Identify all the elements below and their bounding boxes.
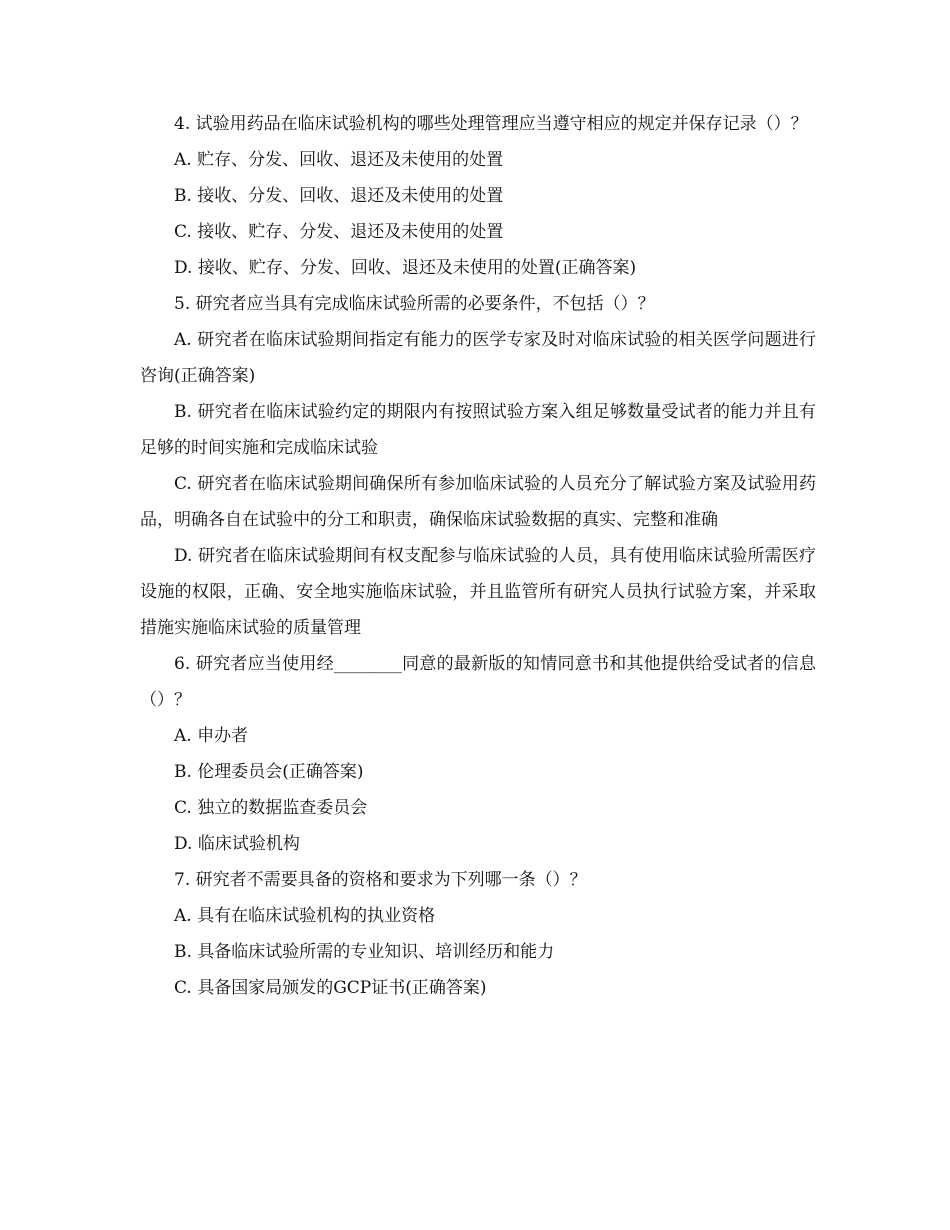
question-7-option-c: C. 具备国家局颁发的GCP证书(正确答案) [174, 978, 487, 998]
question-5-option-b: B. 研究者在临床试验约定的期限内有按照试验方案入组足够数量受试者的能力并且有足够的时间实施和完成临床试验 [140, 402, 816, 458]
question-5-stem: 5. 研究者应当具有完成临床试验所需的必要条件，不包括（）？ [174, 294, 655, 314]
question-5-option-d: D. 研究者在临床试验期间有权支配参与临床试验的人员，具有使用临床试验所需医疗设施的权限，正确、安全地实施临床试验，并且监管所有研究人员执行试验方案，并采取措施实施临床试验的质量管理 [140, 546, 816, 638]
question-6-option-d: D. 临床试验机构 [174, 834, 300, 854]
question-4-option-d: D. 接收、贮存、分发、回收、退还及未使用的处置(正确答案) [174, 258, 637, 278]
question-6-stem: 6. 研究者应当使用经________同意的最新版的知情同意书和其他提供给受试者的信息（）？ [140, 654, 816, 710]
question-4-stem: 4. 试验用药品在临床试验机构的哪些处理管理应当遵守相应的规定并保存记录（）？ [174, 114, 808, 134]
question-7-option-a: A. 具有在临床试验机构的执业资格 [174, 906, 436, 926]
question-5-option-a: A. 研究者在临床试验期间指定有能力的医学专家及时对临床试验的相关医学问题进行咨询(正确答案) [140, 330, 816, 386]
question-4-option-a: A. 贮存、分发、回收、退还及未使用的处置 [174, 150, 504, 170]
question-5-option-c: C. 研究者在临床试验期间确保所有参加临床试验的人员充分了解试验方案及试验用药品，明确各自在试验中的分工和职责，确保临床试验数据的真实、完整和准确 [140, 474, 816, 530]
question-7-option-b: B. 具备临床试验所需的专业知识、培训经历和能力 [174, 942, 555, 962]
question-6-option-a: A. 申办者 [174, 726, 249, 746]
question-4-option-c: C. 接收、贮存、分发、退还及未使用的处置 [174, 222, 504, 242]
question-6-option-b: B. 伦理委员会(正确答案) [174, 762, 364, 782]
question-7-stem: 7. 研究者不需要具备的资格和要求为下列哪一条（）？ [174, 870, 587, 890]
question-6-option-c: C. 独立的数据监查委员会 [174, 798, 368, 818]
question-4-option-b: B. 接收、分发、回收、退还及未使用的处置 [174, 186, 504, 206]
question-list [140, 106, 816, 1006]
